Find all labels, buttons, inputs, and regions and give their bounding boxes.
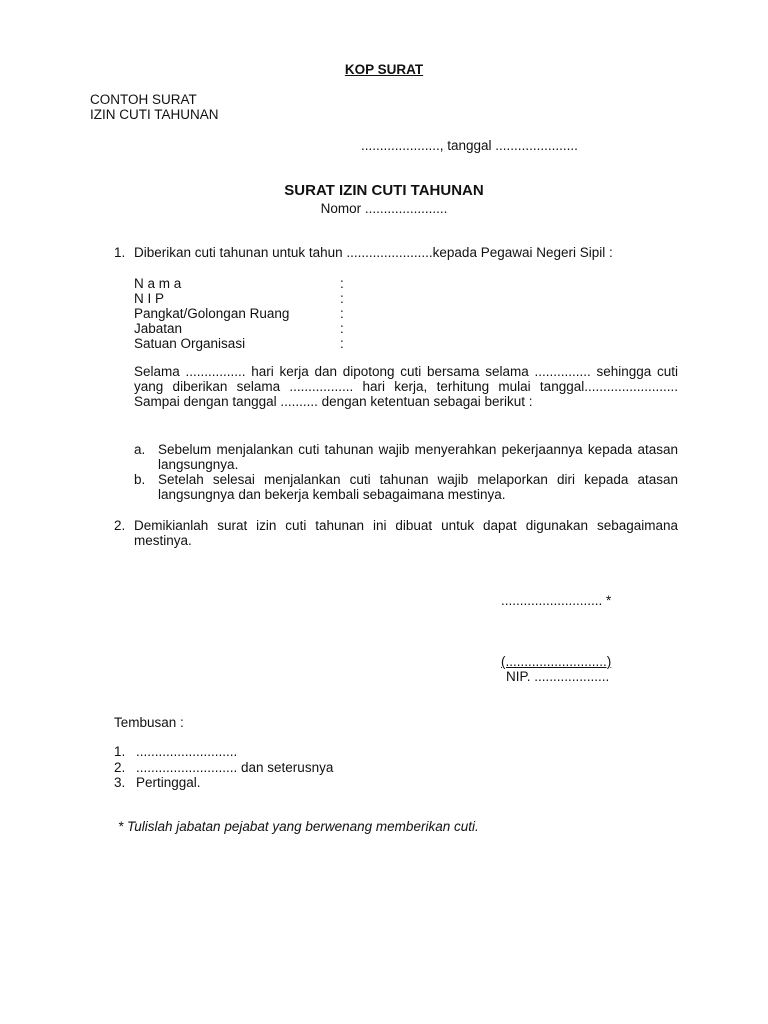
tembusan-item-number: 1.: [114, 744, 126, 759]
field-colon: :: [340, 276, 344, 291]
field-label-jabatan: Jabatan: [134, 321, 183, 336]
field-colon: :: [340, 336, 344, 351]
signatory-name: (...........................): [501, 654, 612, 669]
point-2-text: Demikianlah surat izin cuti tahunan ini dibuat untuk dapat digunakan sebagaimana mestinya.: [134, 518, 678, 548]
tembusan-item-text: ...........................: [136, 744, 238, 759]
footnote: * Tulislah jabatan pejabat yang berwenang memberikan cuti.: [118, 819, 479, 834]
tembusan-item-text: ........................... dan seterusnya: [136, 760, 334, 775]
condition-b-text: Setelah selesai menjalankan cuti tahunan wajib melaporkan diri kepada atasan langsungnya dan bekerja kembali sebagaimana mestinya.: [158, 472, 678, 502]
leave-duration-paragraph: Selama ................ hari kerja dan dipotong cuti bersama selama ............... sehingga cuti yang diberikan selama ................. hari kerja, terhitung mulai tanggal......................... Sampai dengan tanggal .......... dengan ketentuan sebagai berikut :: [134, 364, 678, 409]
tembusan-heading: Tembusan :: [114, 715, 184, 730]
condition-a-text: Sebelum menjalankan cuti tahunan wajib menyerahkan pekerjaannya kepada atasan langsungnya.: [158, 442, 678, 472]
document-title: SURAT IZIN CUTI TAHUNAN: [284, 182, 484, 199]
tembusan-item-number: 3.: [114, 775, 126, 790]
point-1-number: 1.: [114, 245, 126, 260]
signatory-nip: NIP. ....................: [506, 669, 610, 684]
field-label-nama: N a m a: [134, 276, 182, 291]
tembusan-item-number: 2.: [114, 760, 126, 775]
field-colon: :: [340, 291, 344, 306]
field-label-pangkat: Pangkat/Golongan Ruang: [134, 306, 290, 321]
izin-cuti-tahunan-label: IZIN CUTI TAHUNAN: [90, 107, 219, 122]
field-colon: :: [340, 306, 344, 321]
kop-surat-heading: KOP SURAT: [344, 62, 424, 77]
point-2-number: 2.: [114, 518, 126, 533]
field-colon: :: [340, 321, 344, 336]
contoh-surat-label: CONTOH SURAT: [90, 92, 197, 107]
point-1-text: Diberikan cuti tahunan untuk tahun .......................kepada Pegawai Negeri Sipil :: [134, 245, 613, 260]
field-label-nip: N I P: [134, 291, 165, 306]
condition-a-letter: a.: [134, 442, 146, 457]
condition-b-letter: b.: [134, 472, 146, 487]
place-date-line: ....................., tanggal ......................: [361, 138, 578, 153]
signatory-position: ........................... *: [501, 593, 612, 608]
tembusan-item-text: Pertinggal.: [136, 775, 201, 790]
document-number: Nomor ......................: [320, 201, 448, 216]
field-label-satuan-organisasi: Satuan Organisasi: [134, 336, 246, 351]
